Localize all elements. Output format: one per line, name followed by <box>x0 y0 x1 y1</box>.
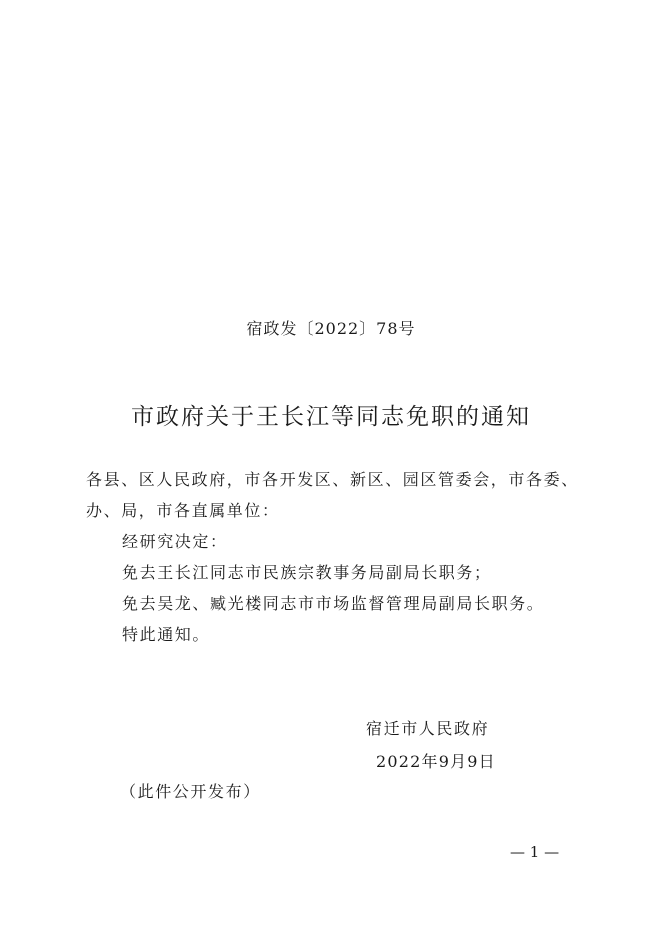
page-number: — 1 — <box>510 843 560 861</box>
issuer-signature: 宿迁市人民政府 <box>366 719 490 738</box>
paragraph-decision: 经研究决定： <box>122 532 228 551</box>
paragraph-removal-1: 免去王长江同志市民族宗教事务局副局长职务； <box>122 563 492 582</box>
document-number: 宿政发〔2022〕78号 <box>246 319 416 338</box>
document-body <box>86 464 586 650</box>
recipients-line: 各县、区人民政府，市各开发区、新区、园区管委会，市各委、办、局，市各直属单位： <box>86 470 579 520</box>
paragraph-removal-2: 免去吴龙、臧光楼同志市市场监督管理局副局长职务。 <box>122 594 545 613</box>
document-title: 市政府关于王长江等同志免职的通知 <box>131 404 531 430</box>
release-note: （此件公开发布） <box>120 782 261 801</box>
paragraph-closing: 特此通知。 <box>122 625 211 644</box>
issue-date: 2022年9月9日 <box>376 752 496 771</box>
